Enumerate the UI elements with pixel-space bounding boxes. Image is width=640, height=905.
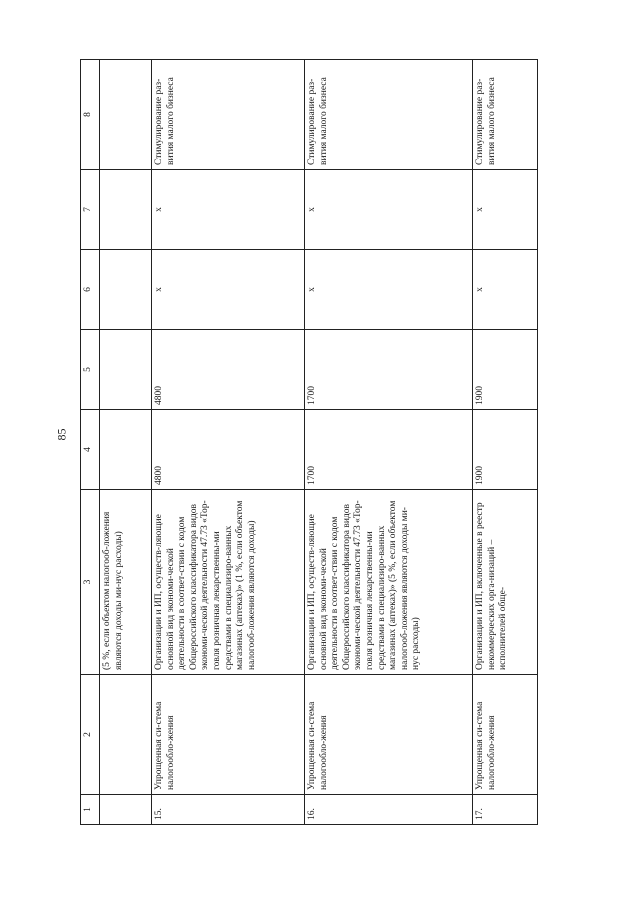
description-cell: Организации и ИП, включенные в реестр некоммерческих орга-низаций – исполнителей обще- xyxy=(473,490,538,675)
description-cell: (5 %, если объектом налогооб-ложения являются доходы ми-нус расходы) xyxy=(100,490,152,675)
column-header: 2 xyxy=(81,675,100,795)
table-cell xyxy=(100,410,152,490)
table-cell xyxy=(100,60,152,170)
table-cell xyxy=(100,675,152,795)
value-cell: 4800 xyxy=(152,410,305,490)
goal-cell: Стимулирование раз-вития малого бизнеса xyxy=(473,60,538,170)
cross-mark: х xyxy=(152,250,305,330)
value-cell: 1700 xyxy=(305,330,473,410)
column-header-row xyxy=(81,60,100,825)
table-cell xyxy=(100,170,152,250)
column-header: 8 xyxy=(81,60,100,170)
row-number: 17. xyxy=(473,795,538,825)
value-cell: 1900 xyxy=(473,330,538,410)
column-header: 5 xyxy=(81,330,100,410)
column-header: 4 xyxy=(81,410,100,490)
row-number: 16. xyxy=(305,795,473,825)
cross-mark: х xyxy=(305,170,473,250)
table-cell xyxy=(100,795,152,825)
value-cell: 4800 xyxy=(152,330,305,410)
table-cell xyxy=(100,330,152,410)
column-header: 3 xyxy=(81,490,100,675)
value-cell: 1900 xyxy=(473,410,538,490)
page-number: 85 xyxy=(54,428,69,441)
column-header: 7 xyxy=(81,170,100,250)
rotated-table-wrapper xyxy=(80,60,550,825)
column-header: 6 xyxy=(81,250,100,330)
value-cell: 1700 xyxy=(305,410,473,490)
table-row xyxy=(305,60,473,825)
table-cell xyxy=(100,250,152,330)
description-cell: Организации и ИП, осуществ-ляющие основной вид экономи-ческой деятельности в соответ-ствии с кодом Общероссийского классификатора видов экономи-ческой деятельности 47.73 «Тор-говля розничная лекарственны-ми средствами в специализиро-ванных магазинах (аптеках)» (5 %, если объектом налогооб-ложения являются доходы ми-нус расходы) xyxy=(305,490,473,675)
goal-cell: Стимулирование раз-вития малого бизнеса xyxy=(305,60,473,170)
table-row xyxy=(152,60,305,825)
table-row xyxy=(473,60,538,825)
cross-mark: х xyxy=(305,250,473,330)
tax-regime-cell: Упрощенная си-стема налогообло-жения xyxy=(152,675,305,795)
continuation-row xyxy=(100,60,152,825)
data-table xyxy=(80,59,538,825)
column-header: 1 xyxy=(81,795,100,825)
goal-cell: Стимулирование раз-вития малого бизнеса xyxy=(152,60,305,170)
description-cell: Организации и ИП, осуществ-ляющие основной вид экономи-ческой деятельности в соответ-ствии с кодом Общероссийского классификатора видов экономи-ческой деятельности 47.73 «Тор-говля розничная лекарственны-ми средствами в специализиро-ванных магазинах (аптеках)» (1 %, если объектом налогооб-ложения являются доходы) xyxy=(152,490,305,675)
tax-regime-cell: Упрощенная си-стема налогообло-жения xyxy=(473,675,538,795)
cross-mark: х xyxy=(473,250,538,330)
row-number: 15. xyxy=(152,795,305,825)
tax-regime-cell: Упрощенная си-стема налогообло-жения xyxy=(305,675,473,795)
cross-mark: х xyxy=(473,170,538,250)
cross-mark: х xyxy=(152,170,305,250)
